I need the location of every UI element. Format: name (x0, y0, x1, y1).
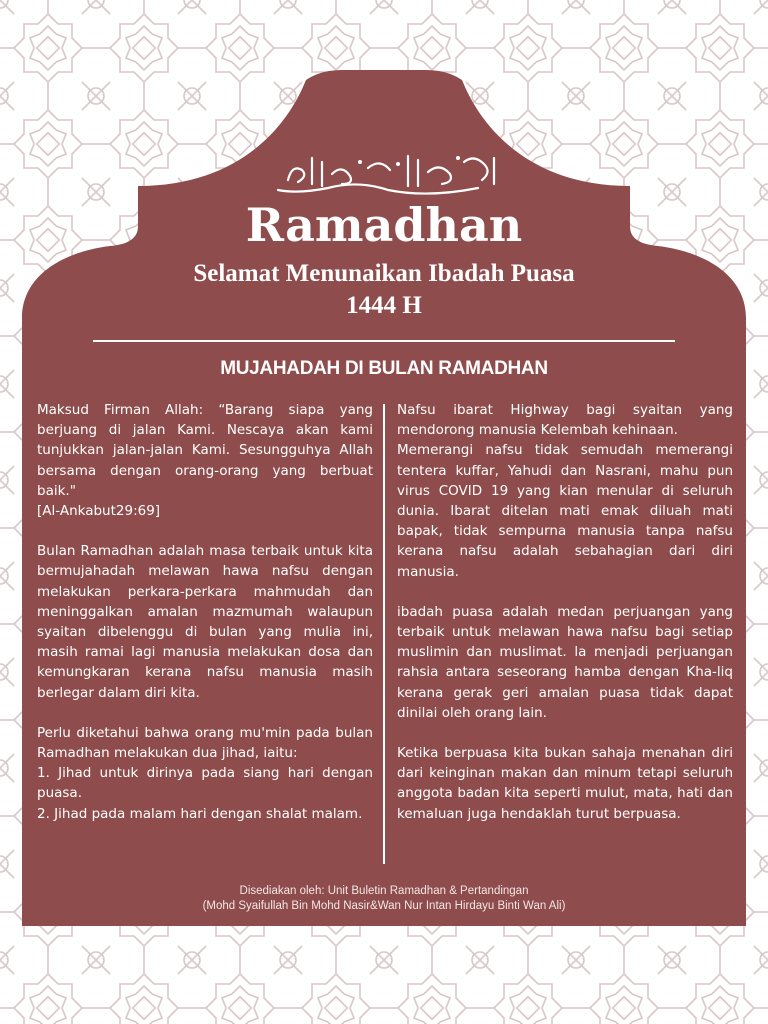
list-item: 1. Jihad untuk dirinya pada siang hari dengan puasa. (37, 765, 373, 802)
hijri-year: 1444 H (346, 292, 422, 319)
authors: (Mohd Syaifullah Bin Mohd Nasir&Wan Nur Intan Hirdayu Binti Wan Ali) (202, 900, 566, 912)
bismillah-calligraphy-icon (268, 150, 508, 200)
list-item: 2. Jihad pada malam hari dengan shalat malam. (37, 805, 363, 822)
section-heading: MUJAHADAH DI BULAN RAMADHAN (220, 358, 548, 379)
footer-credits (0, 884, 768, 914)
prepared-by: Disediakan oleh: Unit Buletin Ramadhan & Pertandingan (239, 885, 529, 897)
paragraph: Ketika berpuasa kita bukan sahaja menahan diri dari keinginan makan dan minum tetapi seluruh anggota badan kita seperti mulut, mata, hati dan kemaluan juga hendaklah turut berpuasa. (397, 745, 733, 822)
column-divider (383, 404, 385, 864)
greeting-subtitle (0, 258, 768, 322)
paragraph: ibadah puasa adalah medan perjuangan yang terbaik untuk melawan hawa nafsu bagi setiap muslimin dan muslimat. la menjadi perjuangan rahsia antara seseorang hamba dengan Kha-liq kerana gerak geri amalan puasa tidak dapat dinilai oleh orang lain. (397, 603, 733, 721)
paragraph: Nafsu ibarat Highway bagi syaitan yang mendorong manusia Kelembah kehinaan. (397, 402, 733, 439)
quote-reference: [Al-Ankabut29:69] (37, 503, 161, 520)
paragraph: Memerangi nafsu tidak semudah memerangi tentera kuffar, Yahudi dan Nasrani, mahu pun virus COVID 19 yang kian menular di seluruh dunia. Ibarat ditelan mati emak diluah mati bapak, tidak sempurna manusia tanpa nafsu kerana nafsu adalah sebahagian dari diri manusia. (397, 442, 733, 580)
right-column (397, 400, 733, 824)
greeting-line: Selamat Menunaikan Ibadah Puasa (193, 260, 575, 287)
page-title: Ramadhan (245, 198, 523, 252)
quran-quote: Maksud Firman Allah: “Barang siapa yang berjuang di jalan Kami. Nescaya akan kami tunjukkan jalan-jalan Kami. Sesungguhya Allah bersama dengan orang-orang yang berbuat baik." (37, 402, 373, 499)
paragraph: Bulan Ramadhan adalah masa terbaik untuk kita bermujahadah melawan hawa nafsu dengan melakukan perkara-perkara mahmudah dan meninggalkan amalan mazmumah walaupun syaitan dibelenggu di bulan yang mulia ini, masih ramai lagi manusia melakukan dosa dan kemungkaran kerana nafsu manusia masih berlegar dalam diri kita. (37, 543, 373, 701)
left-column (37, 400, 373, 824)
horizontal-rule (93, 340, 675, 342)
paragraph: Perlu diketahui bahwa orang mu'min pada bulan Ramadhan melakukan dua jihad, iaitu: (37, 724, 373, 762)
